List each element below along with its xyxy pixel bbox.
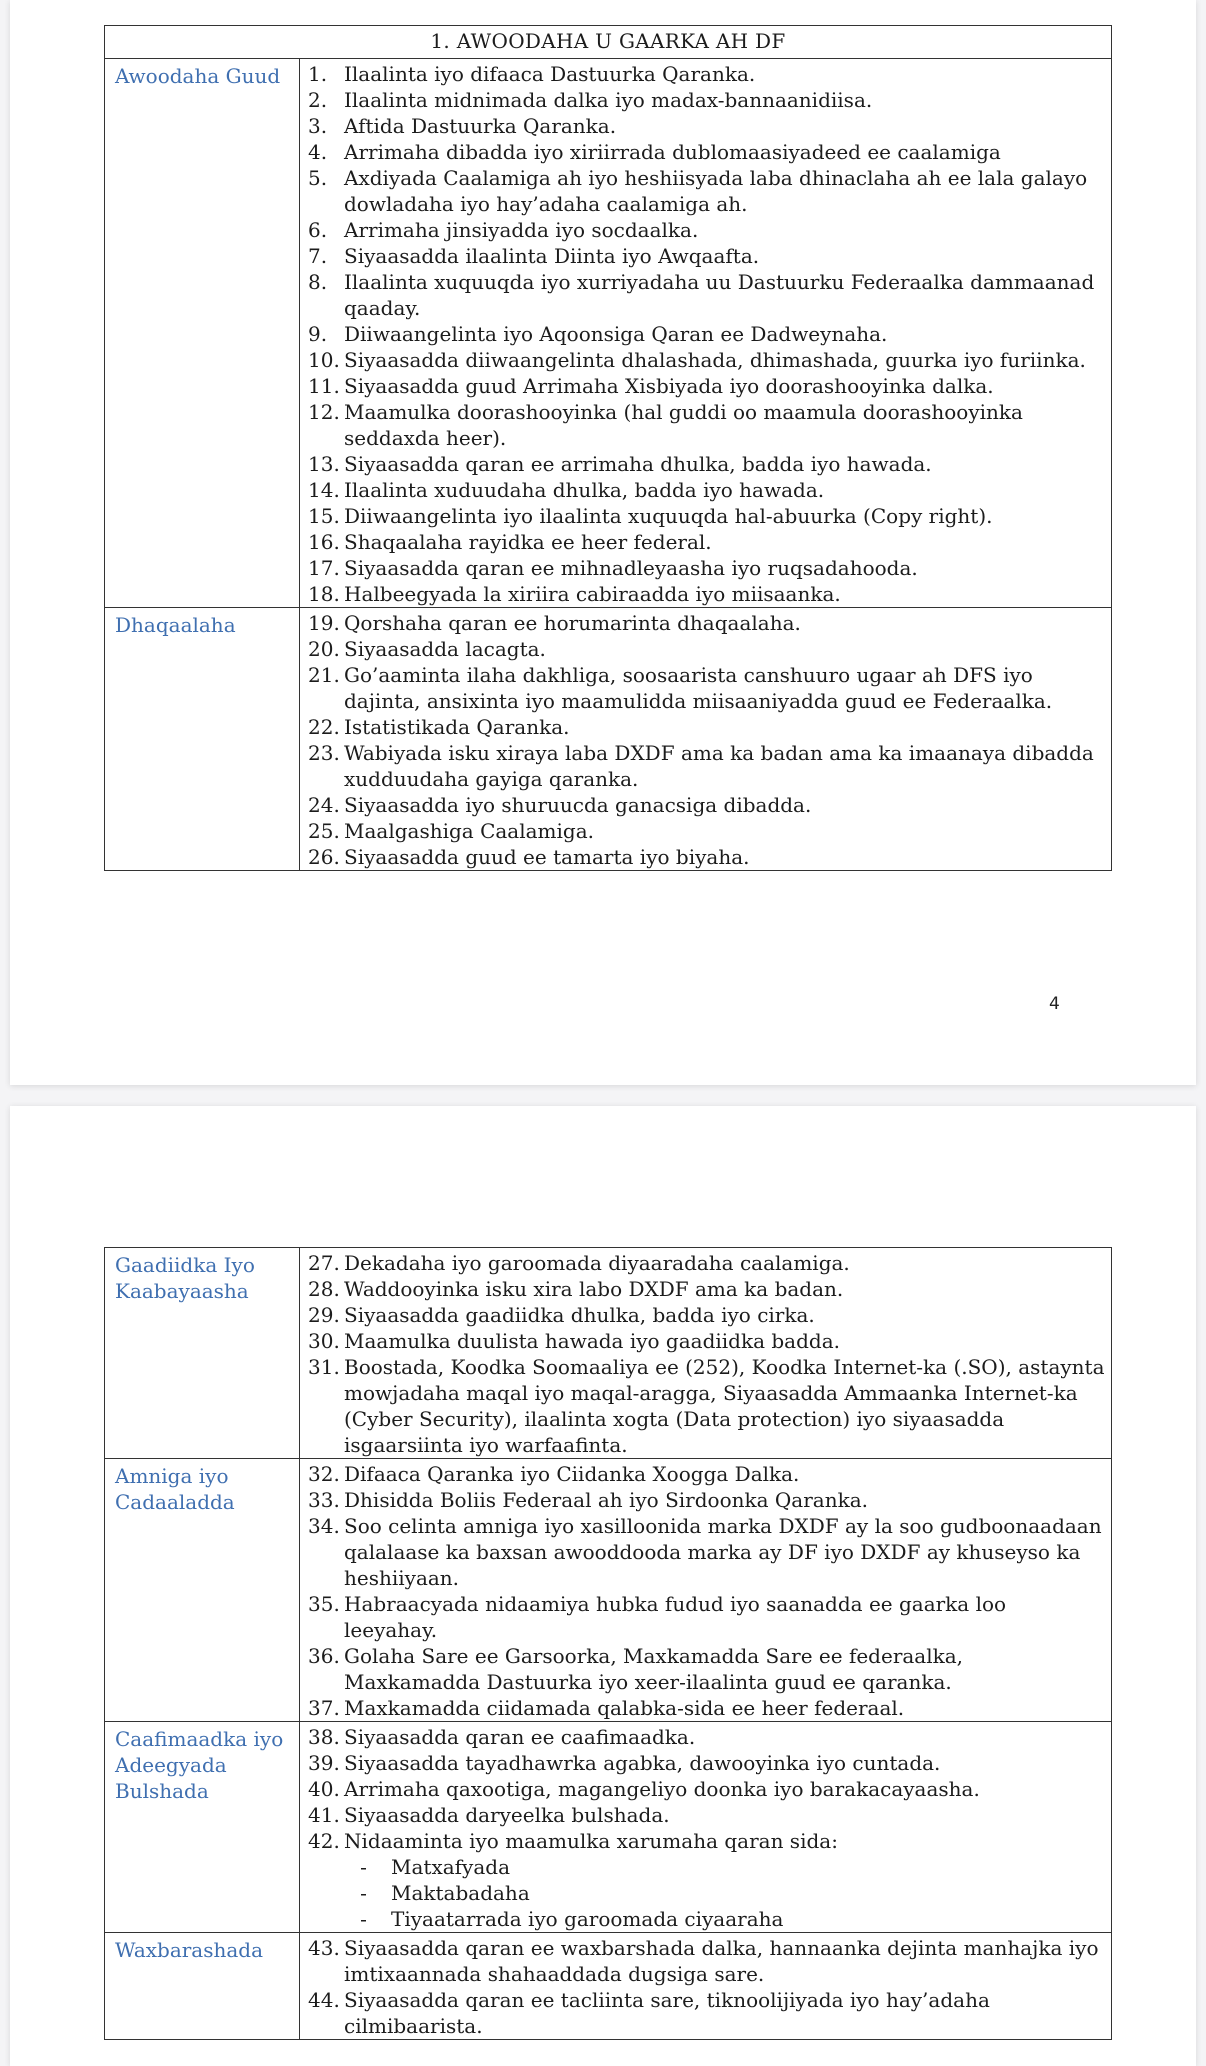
item-number: 27. (308, 1251, 340, 1275)
powers-table-2 (104, 1247, 1112, 2040)
item-number: 38. (308, 1725, 340, 1749)
category-label: Amniga iyo Cadaaladda (105, 1459, 300, 1722)
item-text: Siyaasadda qaran ee arrimaha dhulka, badda iyo hawada. (344, 452, 932, 476)
item-text: Maxkamadda ciidamada qalabka-sida ee heer federaal. (344, 1696, 905, 1720)
list-item (308, 555, 1105, 581)
page-number: 4 (1049, 994, 1060, 1014)
item-number: 36. (308, 1644, 340, 1668)
list-item (308, 269, 1105, 321)
item-number: 23. (308, 741, 340, 765)
numbered-list (308, 1724, 1105, 1932)
item-text: Arrimaha qaxootiga, magangeliyo doonka iyo barakacayaasha. (344, 1777, 980, 1801)
list-item (308, 477, 1105, 503)
item-number: 16. (308, 530, 340, 554)
list-item (308, 1461, 1105, 1487)
list-item (308, 165, 1105, 217)
item-number: 44. (308, 1988, 340, 2012)
item-text: Soo celinta amniga iyo xasilloonida marka DXDF ay la soo gudboonaadaan qalalaase ka baxsan awooddooda marka ay DF iyo DXDF ay khuseyso ka heshiiyaan. (344, 1514, 1102, 1590)
list-item (308, 1276, 1105, 1302)
item-text: Boostada, Koodka Soomaaliya ee (252), Koodka Internet-ka (.SO), astaynta mowjadaha maqal iyo maqal-aragga, Siyaasadda Ammaanka Internet-ka (Cyber Security), ilaalinta xogta (Data protection) iyo siyaasadda isgaarsiinta iyo warfaafinta. (344, 1355, 1105, 1457)
item-text: Wabiyada isku xiraya laba DXDF ama ka badan ama ka imaanaya dibadda xudduudaha gayiga qaranka. (344, 741, 1094, 791)
list-item (308, 1776, 1105, 1802)
category-label: Gaadiidka Iyo Kaabayaasha (105, 1248, 300, 1459)
item-text: Siyaasadda guud ee tamarta iyo biyaha. (344, 845, 750, 869)
item-text: Diiwaangelinta iyo ilaalinta xuquuqda hal-abuurka (Copy right). (344, 504, 993, 528)
item-text: Siyaasadda gaadiidka dhulka, badda iyo cirka. (344, 1303, 815, 1327)
list-item (308, 844, 1105, 870)
list-item (308, 636, 1105, 662)
list-item (308, 1987, 1105, 2039)
list-item (308, 1828, 1105, 1854)
item-number: 8. (308, 270, 328, 294)
item-text: Maamulka doorashooyinka (hal guddi oo maamula doorashooyinka seddaxda heer). (344, 400, 1023, 450)
numbered-list (308, 1935, 1105, 2039)
item-number: 4. (308, 140, 328, 164)
numbered-list (308, 1250, 1105, 1458)
category-items (300, 1248, 1112, 1459)
sub-list-item (344, 1880, 1105, 1906)
list-item (308, 1695, 1105, 1721)
item-number: 35. (308, 1592, 340, 1616)
item-text: Go’aaminta ilaha dakhliga, soosaarista canshuuro ugaar ah DFS iyo dajinta, ansixinta iyo maamulidda miisaaniyadda guud ee Federaalka. (344, 663, 1053, 713)
item-number: 39. (308, 1751, 340, 1775)
category-items (300, 1933, 1112, 2040)
item-text: Ilaalinta midnimada dalka iyo madax-bannaanidiisa. (344, 88, 873, 112)
list-item (308, 503, 1105, 529)
item-number: 12. (308, 400, 340, 424)
item-number: 14. (308, 478, 340, 502)
list-item (308, 399, 1105, 451)
list-item (308, 1302, 1105, 1328)
table-row (105, 1722, 1112, 1933)
item-text: Siyaasadda tayadhawrka agabka, dawooyinka iyo cuntada. (344, 1751, 941, 1775)
item-number: 7. (308, 244, 328, 268)
list-item (308, 347, 1105, 373)
item-number: 24. (308, 793, 340, 817)
item-text: Arrimaha jinsiyadda iyo socdaalka. (344, 218, 699, 242)
item-text: Dekadaha iyo garoomada diyaaradaha caalamiga. (344, 1251, 850, 1275)
item-text: Aftida Dastuurka Qaranka. (344, 114, 617, 138)
document-page-1 (10, 0, 1196, 1085)
table-row (105, 608, 1112, 871)
item-number: 41. (308, 1803, 340, 1827)
item-number: 33. (308, 1488, 340, 1512)
item-number: 34. (308, 1514, 340, 1538)
item-number: 30. (308, 1329, 340, 1353)
item-text: Ilaalinta xuduudaha dhulka, badda iyo hawada. (344, 478, 825, 502)
powers-table-1 (104, 25, 1112, 871)
item-text: Siyaasadda guud Arrimaha Xisbiyada iyo doorashooyinka dalka. (344, 374, 994, 398)
item-number: 13. (308, 452, 340, 476)
item-text: Siyaasadda iyo shuruucda ganacsiga dibadda. (344, 793, 812, 817)
list-item (308, 1354, 1105, 1458)
item-text: Shaqaalaha rayidka ee heer federal. (344, 530, 712, 554)
item-number: 37. (308, 1696, 340, 1720)
list-item (308, 662, 1105, 714)
item-number: 10. (308, 348, 340, 372)
list-item (308, 818, 1105, 844)
table-row (105, 59, 1112, 608)
sub-list (308, 1854, 1105, 1932)
item-text: Siyaasadda qaran ee waxbarshada dalka, hannaanka dejinta manhajka iyo imtixaannada shahaaddada dugsiga sare. (344, 1936, 1099, 1986)
item-text: Qorshaha qaran ee horumarinta dhaqaalaha. (344, 611, 801, 635)
document-page-2 (10, 1106, 1196, 2066)
category-items (300, 1722, 1112, 1933)
list-item (308, 1250, 1105, 1276)
item-text: Arrimaha dibadda iyo xiriirrada dublomaasiyadeed ee caalamiga (344, 140, 1001, 164)
list-item (308, 1513, 1105, 1591)
table-row (105, 1933, 1112, 2040)
list-item (308, 61, 1105, 87)
item-number: 6. (308, 218, 328, 242)
list-item (308, 1591, 1105, 1643)
item-text: Difaaca Qaranka iyo Ciidanka Xoogga Dalka. (344, 1462, 800, 1486)
item-number: 22. (308, 715, 340, 739)
category-label: Dhaqaalaha (105, 608, 300, 871)
table-row (105, 1459, 1112, 1722)
list-item (308, 610, 1105, 636)
item-text: Maalgashiga Caalamiga. (344, 819, 594, 843)
item-number: 29. (308, 1303, 340, 1327)
item-text: Ilaalinta iyo difaaca Dastuurka Qaranka. (344, 62, 756, 86)
item-number: 19. (308, 611, 340, 635)
sub-list-container (308, 1854, 1105, 1932)
list-item (308, 529, 1105, 555)
list-item (308, 1724, 1105, 1750)
item-number: 25. (308, 819, 340, 843)
list-item (308, 714, 1105, 740)
item-number: 9. (308, 322, 328, 346)
item-text: Siyaasadda diiwaangelinta dhalashada, dhimashada, guurka iyo furiinka. (344, 348, 1086, 372)
item-text: Ilaalinta xuquuqda iyo xurriyadaha uu Dastuurku Federaalka dammaanad qaaday. (344, 270, 1095, 320)
item-text: Istatistikada Qaranka. (344, 715, 570, 739)
list-item (308, 217, 1105, 243)
item-text: Axdiyada Caalamiga ah iyo heshiisyada laba dhinaclaha ah ee lala galayo dowladaha iyo hay’adaha caalamiga ah. (344, 166, 1088, 216)
sub-list-item (344, 1854, 1105, 1880)
item-number: 32. (308, 1462, 340, 1486)
item-number: 15. (308, 504, 340, 528)
item-text: Waddooyinka isku xira labo DXDF ama ka badan. (344, 1277, 844, 1301)
item-number: 11. (308, 374, 340, 398)
list-item (308, 87, 1105, 113)
numbered-list (308, 610, 1105, 870)
item-text: Siyaasadda qaran ee tacliinta sare, tiknoolijiyada iyo hay’adaha cilmibaarista. (344, 1988, 990, 2038)
item-text: Dhisidda Boliis Federaal ah iyo Sirdoonka Qaranka. (344, 1488, 868, 1512)
item-text: Siyaasadda ilaalinta Diinta iyo Awqaafta. (344, 244, 760, 268)
list-item (308, 792, 1105, 818)
list-item (308, 1328, 1105, 1354)
item-number: 26. (308, 845, 340, 869)
list-item (308, 139, 1105, 165)
item-text: Golaha Sare ee Garsoorka, Maxkamadda Sare ee federaalka, Maxkamadda Dastuurka iyo xeer-ilaalinta guud ee qaranka. (344, 1644, 964, 1694)
list-item (308, 1750, 1105, 1776)
numbered-list (308, 61, 1105, 607)
item-number: 40. (308, 1777, 340, 1801)
item-number: 5. (308, 166, 328, 190)
item-number: 17. (308, 556, 340, 580)
list-item (308, 451, 1105, 477)
item-number: 3. (308, 114, 328, 138)
item-text: Siyaasadda lacagta. (344, 637, 546, 661)
dash-bullet: - (360, 1881, 367, 1905)
category-label: Caafimaadka iyo Adeegyada Bulshada (105, 1722, 300, 1933)
list-item (308, 321, 1105, 347)
list-item (308, 373, 1105, 399)
item-text: Habraacyada nidaamiya hubka fudud iyo saanadda ee gaarka loo leeyahay. (344, 1592, 1007, 1642)
list-item (308, 243, 1105, 269)
category-items (300, 1459, 1112, 1722)
sub-item-text: Maktabadaha (391, 1881, 530, 1905)
list-item (308, 113, 1105, 139)
item-number: 1. (308, 62, 328, 86)
category-label: Waxbarashada (105, 1933, 300, 2040)
category-label: Awoodaha Guud (105, 59, 300, 608)
item-text: Siyaasadda daryeelka bulshada. (344, 1803, 670, 1827)
dash-bullet: - (360, 1907, 367, 1931)
item-number: 28. (308, 1277, 340, 1301)
list-item (308, 1802, 1105, 1828)
item-text: Nidaaminta iyo maamulka xarumaha qaran sida: (344, 1829, 838, 1853)
item-text: Siyaasadda qaran ee mihnadleyaasha iyo ruqsadahooda. (344, 556, 918, 580)
list-item (308, 581, 1105, 607)
category-items (300, 608, 1112, 871)
table-title: 1. AWOODAHA U GAARKA AH DF (105, 26, 1112, 59)
item-text: Diiwaangelinta iyo Aqoonsiga Qaran ee Dadweynaha. (344, 322, 888, 346)
item-text: Halbeegyada la xiriira cabiraadda iyo miisaanka. (344, 582, 841, 606)
sub-item-text: Matxafyada (391, 1855, 510, 1879)
item-number: 2. (308, 88, 328, 112)
item-number: 31. (308, 1355, 340, 1379)
list-item (308, 1935, 1105, 1987)
category-items (300, 59, 1112, 608)
dash-bullet: - (360, 1855, 367, 1879)
list-item (308, 1487, 1105, 1513)
sub-item-text: Tiyaatarrada iyo garoomada ciyaaraha (391, 1907, 784, 1931)
list-item (308, 740, 1105, 792)
item-number: 18. (308, 582, 340, 606)
table-row (105, 1248, 1112, 1459)
item-number: 20. (308, 637, 340, 661)
sub-list-item (344, 1906, 1105, 1932)
item-text: Maamulka duulista hawada iyo gaadiidka badda. (344, 1329, 840, 1353)
item-number: 43. (308, 1936, 340, 1960)
numbered-list (308, 1461, 1105, 1721)
item-number: 21. (308, 663, 340, 687)
list-item (308, 1643, 1105, 1695)
item-text: Siyaasadda qaran ee caafimaadka. (344, 1725, 696, 1749)
item-number: 42. (308, 1829, 340, 1853)
